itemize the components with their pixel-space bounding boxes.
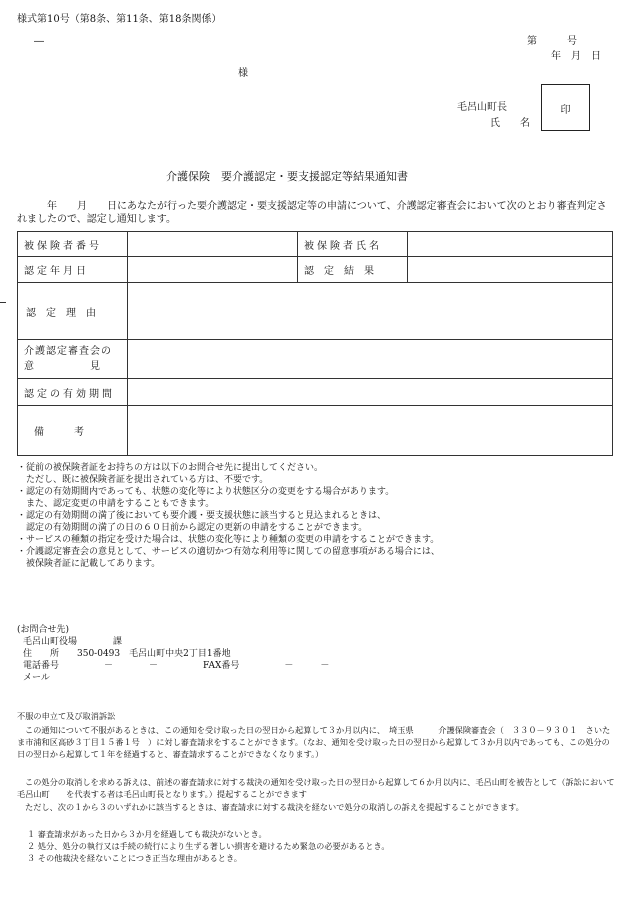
committee-opinion-label — [18, 340, 128, 379]
table-row — [18, 406, 613, 456]
insured-number-label: 被保険者番号 — [18, 232, 128, 257]
contact-block — [17, 624, 617, 684]
document-title: 介護保険 要介護認定・要支援認定等結果通知書 — [166, 170, 408, 183]
committee-opinion-value — [128, 340, 613, 379]
remarks-label: 備 考 — [18, 406, 128, 456]
appeal-items — [27, 828, 627, 865]
cert-result-label: 認 定 結 果 — [298, 257, 408, 283]
note-line: ・従前の被保険者証をお持ちの方は以下のお問合せ先に提出してください。 — [17, 463, 324, 473]
note-line: ただし、既に被保険者証を提出されている方は、不要です。 — [17, 475, 269, 485]
committee-opinion-line2: 意 見 — [24, 361, 101, 372]
cert-date-value — [128, 257, 298, 283]
appeal-paragraph-1: この通知について不服があるときは、この通知を受け取った日の翌日から起算して３か月以内に、 埼玉県 介護保険審査会（ ３３０－９３０１ さいたま市浦和区高砂３丁目１５番１号 ）に対し審査請求をすることができます。（なお、通知を受け取った日の翌日から起算して３か月以内であっても、この処分の日の翌日から起算して１年を経過すると、審査請求することができなくなります。） — [17, 725, 611, 760]
note-line: 認定の有効期間の満了の日の６０日前から認定の更新の申請をすることができます。 — [17, 523, 368, 533]
appeal-paragraph-3: ただし、次の１から３のいずれかに該当するときは、審査請求に対する裁決を経ないで処分の取消しの訴えを提起することができます。 — [25, 802, 524, 812]
insured-name-value — [408, 232, 613, 257]
intro-paragraph: 年 月 日にあなたが行った要介護認定・要支援認定等の申請について、介護認定審査会において次のとおり審査判定されましたので、認定し通知します。 — [17, 201, 607, 225]
insured-number-value — [128, 232, 298, 257]
contact-mail: メール — [23, 673, 50, 683]
table-row — [18, 283, 613, 340]
contact-office: 毛呂山町役場 課 — [23, 637, 123, 647]
committee-opinion-line1: 介護認定審査会の — [24, 346, 112, 357]
result-table — [17, 231, 613, 456]
note-line: 被保険者証に記載してあります。 — [17, 559, 161, 569]
table-row — [18, 340, 613, 379]
document-number: 第 号 — [527, 36, 577, 47]
seal-label: 印 — [560, 105, 571, 116]
insured-name-label: 被保険者氏名 — [298, 232, 408, 257]
appeal-item: ２ 処分、処分の執行又は手続の続行により生ずる著しい損害を避けるため緊急の必要があるとき。 — [27, 841, 390, 852]
contact-phone: 電話番号 － － FAX番号 － － — [23, 661, 330, 671]
margin-tick — [0, 302, 6, 303]
header-dash: ― — [34, 36, 44, 47]
appeal-heading: 不服の申立て及び取消訴訟 — [17, 711, 116, 721]
note-line: ・介護認定審査会の意見として、サービスの適切かつ有効な利用等に関しての留意事項がある場合には、 — [17, 547, 440, 557]
issuer-name-label: 氏 名 — [490, 118, 530, 129]
table-row — [18, 257, 613, 283]
note-line: ・認定の有効期間の満了後においても要介護・要支援状態に該当すると見込まれるときは、 — [17, 511, 387, 521]
note-line: また、認定変更の申請をすることもできます。 — [17, 499, 215, 509]
table-row — [18, 379, 613, 406]
appeal-paragraph-2: この処分の取消しを求める訴えは、前述の審査請求に対する裁決の通知を受け取った日の翌日から起算して６か月以内に、毛呂山町を被告として（訴訟において 毛呂山町 を代表する者は毛呂山町長となります。）提起することができます — [17, 777, 623, 800]
notes-list — [17, 462, 617, 570]
issue-date: 年 月 日 — [551, 51, 601, 62]
table-row — [18, 232, 613, 257]
cert-reason-label: 認 定 理 由 — [18, 283, 128, 340]
remarks-value — [128, 406, 613, 456]
valid-period-label: 認定の有効期間 — [18, 379, 128, 406]
valid-period-value — [128, 379, 613, 406]
contact-address: 住 所 350-0493 毛呂山町中央2丁目1番地 — [23, 649, 231, 659]
contact-heading: (お問合せ先) — [17, 625, 70, 635]
note-line: ・サービスの種類の指定を受けた場合は、状態の変化等により種類の変更の申請をすることができます。 — [17, 535, 440, 545]
appeal-item: １ 審査請求があった日から３か月を経過しても裁決がないとき。 — [27, 829, 267, 839]
issuer-mayor: 毛呂山町長 — [457, 102, 507, 113]
addressee-sama: 様 — [238, 68, 248, 79]
cert-result-value — [408, 257, 613, 283]
note-line: ・認定の有効期間内であっても、状態の変化等により状態区分の変更をする場合があります。 — [17, 487, 395, 497]
appeal-item: ３ その他裁決を経ないことにつき正当な理由があるとき。 — [27, 853, 242, 864]
cert-date-label: 認定年月日 — [18, 257, 128, 283]
cert-reason-value — [128, 283, 613, 340]
seal-box — [541, 84, 590, 131]
form-number: 様式第10号（第8条、第11条、第18条関係） — [17, 14, 222, 25]
